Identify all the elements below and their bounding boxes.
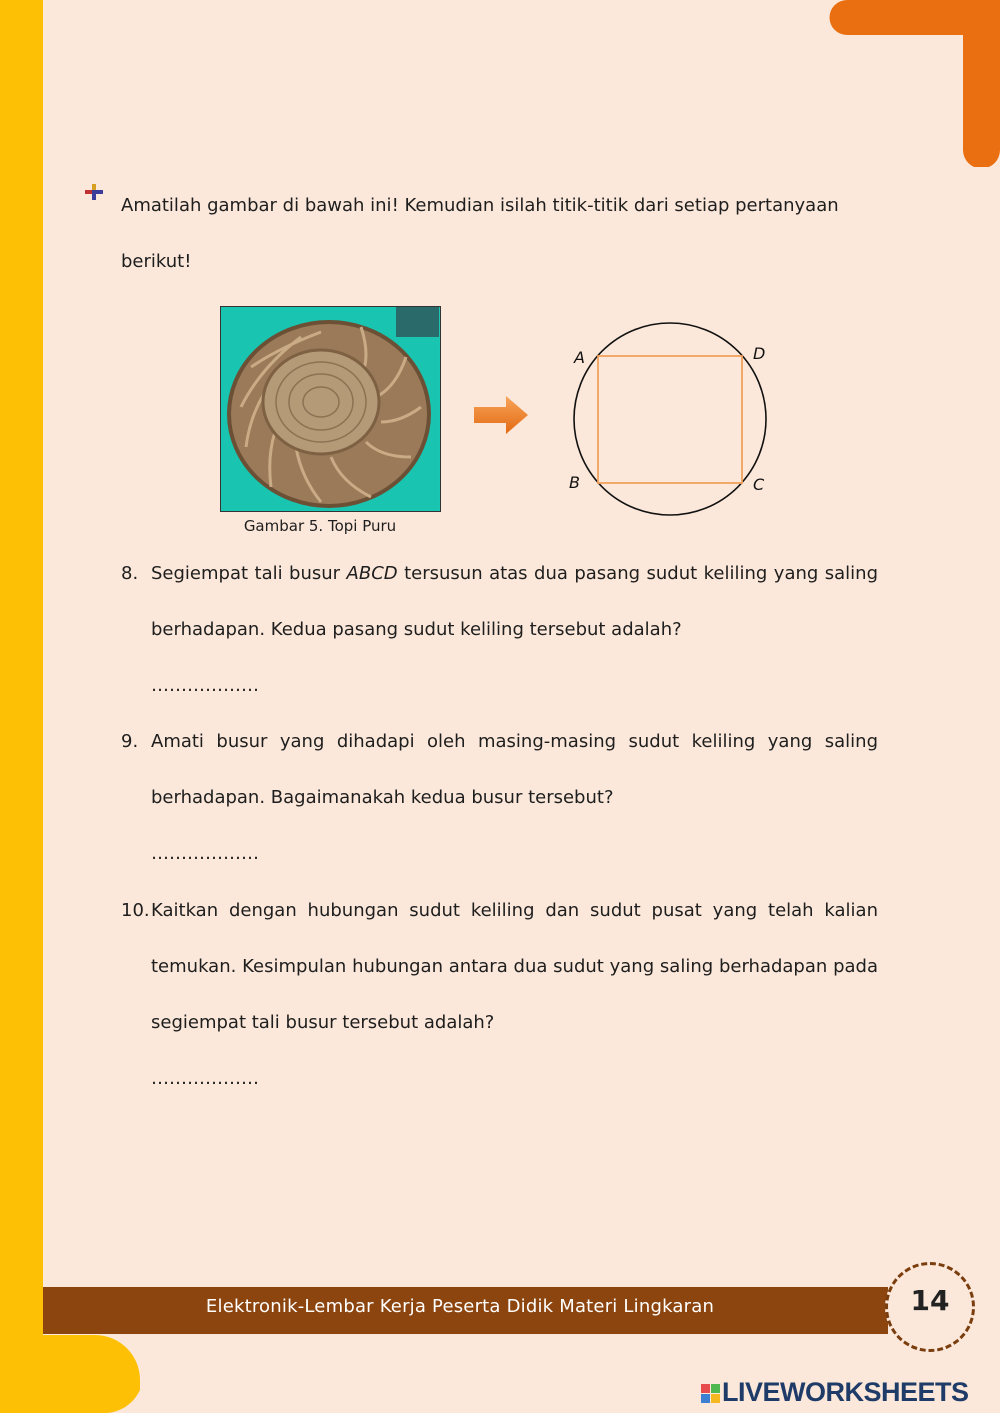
- question-number: 8.: [121, 563, 139, 584]
- point-label-b: B: [569, 473, 580, 492]
- question-text: Amati busur yang dihadapi oleh masing-masing sudut keliling yang saling berhadapan. Bagaimanakah kedua busur tersebut?: [151, 731, 878, 808]
- answer-field[interactable]: ………………: [151, 1068, 259, 1089]
- quadrilateral-abcd: [598, 356, 742, 483]
- plus-bullet-icon: [84, 182, 104, 202]
- question-text: Segiempat tali busur ABCD tersusun atas dua pasang sudut keliling yang saling berhadapan. Kedua pasang sudut keliling tersebut adalah?: [151, 563, 879, 640]
- question-10: [121, 883, 878, 1107]
- question-number: 10.: [121, 900, 150, 921]
- question-number: 9.: [121, 731, 139, 752]
- top-right-corner-decoration: [827, 0, 1000, 167]
- left-accent-bar: [0, 0, 43, 1413]
- question-text: Kaitkan dengan hubungan sudut keliling dan sudut pusat yang telah kalian temukan. Kesimpulan hubungan antara dua sudut yang saling berhadapan pada segiempat tali busur tersebut adalah?: [151, 900, 878, 1033]
- right-arrow-icon: [472, 393, 530, 437]
- answer-field[interactable]: ………………: [151, 843, 259, 864]
- footer-title: Elektronik-Lembar Kerja Peserta Didik Materi Lingkaran: [205, 1296, 715, 1317]
- liveworksheets-watermark[interactable]: LIVEWORKSHEETS: [722, 1377, 969, 1407]
- hat-photo: [220, 306, 441, 512]
- circle-outline: [574, 323, 766, 515]
- page-number: 14: [910, 1284, 950, 1317]
- figure-caption: Gambar 5. Topi Puru: [243, 517, 397, 535]
- point-label-d: D: [753, 344, 766, 363]
- instruction-text: Amatilah gambar di bawah ini! Kemudian isilah titik-titik dari setiap pertanyaan berikut!: [121, 195, 839, 272]
- point-label-a: A: [574, 348, 585, 367]
- point-label-c: C: [753, 475, 765, 494]
- cyclic-quadrilateral-diagram: [560, 318, 780, 523]
- liveworksheets-logo-icon: [700, 1378, 722, 1408]
- answer-field[interactable]: ………………: [151, 675, 259, 696]
- question-8: [121, 546, 878, 714]
- question-9: [121, 714, 878, 882]
